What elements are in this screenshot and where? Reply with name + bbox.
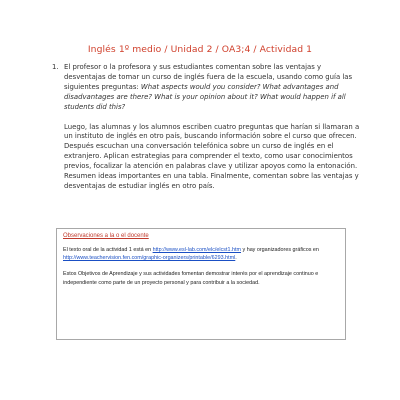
esl-lab-link[interactable]: http://www.esl-lab.com/elc/elcst1.htm (152, 247, 241, 253)
teacher-notes-paragraph-2: Estos Objetivos de Aprendizaje y sus actividades fomentan demostrar interés por el aprendizaje continuo e independiente como parte de un proyecto personal y para contribuir a la sociedad. (63, 271, 319, 286)
activity-paragraph-1 (64, 63, 362, 113)
teacher-notes-heading: Observaciones a la o el docente (63, 233, 149, 239)
teacher-notes-paragraph-1 (63, 246, 339, 262)
activity-number: 1. (52, 63, 59, 71)
teachervision-link[interactable]: http://www.teachervision.fen.com/graphic-organizers/printable/6293.html (63, 255, 236, 262)
activity-list (52, 63, 362, 192)
activity-paragraph-2: Luego, las alumnas y los alumnos escriben cuatro preguntas que harían si llamaran a un instituto de inglés en otro país, buscando información sobre el curso que ofrecen. Después escuchan una conversación telefónica sobre un curso de inglés en el extranjero. Aplican estrategias para comprender el texto, como usar conocimientos previos, focalizar la atención en palabras clave y utilizar apoyos como la entonación. Resumen ideas importantes en una tabla. Finalmente, comentan sobre las ventajas y desventajas de estudiar inglés en otro país. (64, 122, 360, 190)
notes-text-mid: y hay organizadores gráficos en (241, 247, 319, 253)
activity-paragraph-1-text: El profesor o la profesora y sus estudiantes comentan sobre las ventajas y desventajas de tomar un curso de inglés fuera de la escuela, usando como guía las siguientes preguntas: (64, 63, 353, 91)
notes-text-post: . (235, 255, 237, 262)
notes-text-pre: El texto oral de la actividad 1 está en (63, 247, 153, 253)
activity-guide-questions: What aspects would you consider? What advantages and disadvantages are there? What is your opinion about it? What would happen if all students did this? (64, 82, 346, 111)
page-title: Inglés 1º medio / Unidad 2 / OA3;4 / Actividad 1 (87, 44, 313, 55)
teacher-notes-box (56, 228, 346, 340)
